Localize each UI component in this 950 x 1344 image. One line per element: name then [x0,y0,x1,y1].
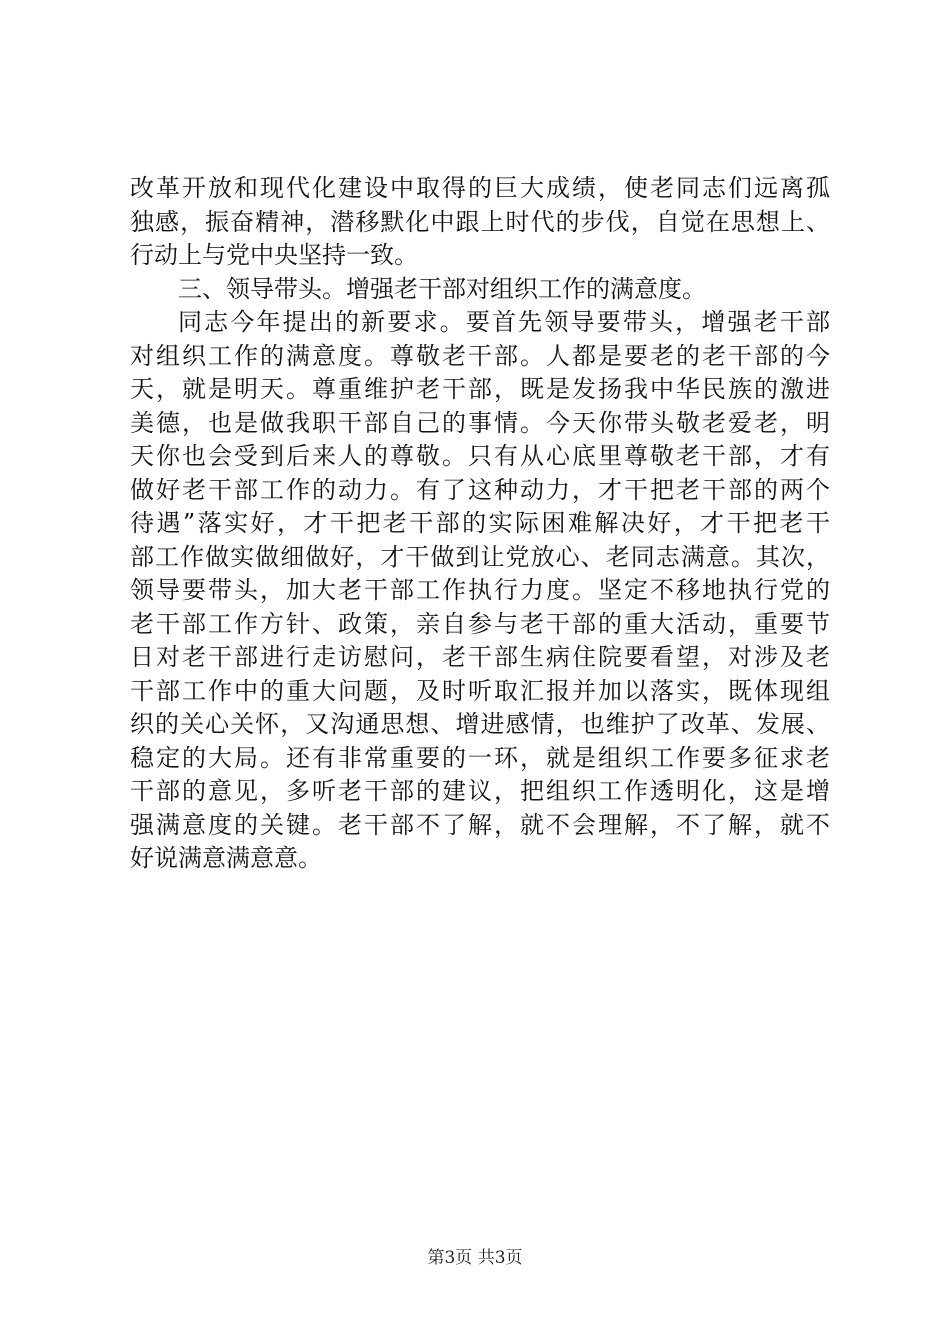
text-line: 好说满意满意意。 [130,844,322,872]
page-number: 第3页 共3页 [427,1248,523,1268]
text-line: 织的关心关怀，又沟通思想、增进感情，也维护了改革、发展、 [130,710,830,738]
text-line: 美德，也是做我职干部自己的事情。今天你带头敬老爱老，明 [130,408,830,437]
text-line: 天，就是明天。尊重维护老干部，既是发扬我中华民族的激进 [130,375,830,403]
text-line: 待遇”落实好，才干把老干部的实际困难解决好，才干把老干 [130,509,830,537]
text-line: 干部工作中的重大问题，及时听取汇报并加以落实，既体现组 [130,676,830,705]
text-line: 同志今年提出的新要求。要首先领导要带头，增强老干部 [178,308,830,336]
text-line: 改革开放和现代化建设中取得的巨大成绩，使老同志们远离孤 [130,174,830,202]
section-heading: 三、领导带头。增强老干部对组织工作的满意度。 [178,274,706,303]
text-line: 强满意度的关键。老干部不了解，就不会理解，不了解，就不 [130,810,830,839]
text-line: 做好老干部工作的动力。有了这种动力，才干把老干部的两个 [130,475,830,504]
text-line: 干部的意见，多听老干部的建议，把组织工作透明化，这是增 [130,777,830,805]
text-line: 老干部工作方针、政策，亲自参与老干部的重大活动，重要节 [130,609,830,638]
text-line: 稳定的大局。还有非常重要的一环，就是组织工作要多征求老 [130,743,830,772]
text-line: 独感，振奋精神，潜移默化中跟上时代的步伐，自觉在思想上、 [130,207,830,236]
text-line: 领导要带头，加大老干部工作执行力度。坚定不移地执行党的 [130,576,830,604]
text-line: 对组织工作的满意度。尊敬老干部。人都是要老的老干部的今 [130,341,830,370]
text-line: 天你也会受到后来人的尊敬。只有从心底里尊敬老干部，才有 [130,442,830,470]
text-line: 部工作做实做细做好，才干做到让党放心、老同志满意。其次， [130,542,830,571]
text-line: 行动上与党中央坚持一致。 [130,241,418,269]
document-body [130,172,830,876]
text-line: 日对老干部进行走访慰问，老干部生病住院要看望，对涉及老 [130,643,830,671]
